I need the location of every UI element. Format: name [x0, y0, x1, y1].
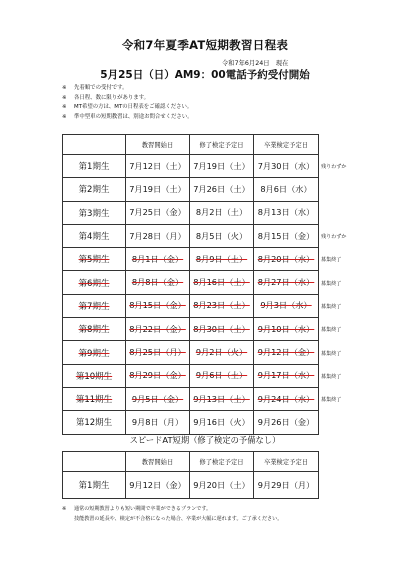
- sotsugyo-date: 9月10日（水）: [254, 318, 319, 341]
- header-start-date: 教習開始日: [126, 135, 190, 155]
- start-date: 7月28日（月）: [126, 224, 190, 247]
- footnote-item: 技能教習の延長や、検定が不合格になった場合、卒業が大幅に遅れます。ご了承ください。: [74, 515, 283, 522]
- header-sotsugyo-date: 卒業検定予定日: [254, 135, 319, 155]
- table-row: [63, 411, 319, 434]
- header-empty: [63, 135, 126, 155]
- sotsugyo-date: 9月29日（月）: [254, 472, 319, 499]
- sotsugyo-date: 8月15日（金）: [254, 224, 319, 247]
- shuryo-date: 7月19日（土）: [190, 155, 254, 178]
- term-label: 第3期生: [63, 201, 126, 224]
- shuryo-date: 9月13日（土）: [190, 387, 254, 410]
- start-date: 8月29日（金）: [126, 364, 190, 387]
- note-item: ※ 先着順での受付です。: [62, 84, 193, 94]
- schedule-table: [62, 134, 319, 435]
- table-row: [63, 271, 319, 294]
- start-date: 7月19日（土）: [126, 178, 190, 201]
- table-row: [63, 155, 319, 178]
- header-sotsugyo-date: 卒業検定予定日: [254, 452, 319, 472]
- shuryo-date: 8月23日（土）: [190, 294, 254, 317]
- shuryo-date: 8月30日（土）: [190, 318, 254, 341]
- sotsugyo-date: 9月17日（水）: [254, 364, 319, 387]
- table-row: [63, 178, 319, 201]
- note-mark: ※: [62, 94, 67, 101]
- term-label: 第8期生: [63, 318, 126, 341]
- term-label: 第10期生: [63, 364, 126, 387]
- row-status-note: 募集終了: [321, 350, 342, 357]
- term-label: 第1期生: [63, 155, 126, 178]
- row-status-note: 募集終了: [321, 373, 342, 380]
- table-row: [63, 224, 319, 247]
- shuryo-date: 8月9日（土）: [190, 248, 254, 271]
- table-row: [63, 318, 319, 341]
- header-shuryo-date: 修了検定予定日: [190, 452, 254, 472]
- footnotes: [62, 505, 282, 524]
- term-label: 第12期生: [63, 411, 126, 434]
- note-item: ※ 準中型車の短期教習は、別途お問合せください。: [62, 113, 193, 123]
- shuryo-date: 9月16日（火）: [190, 411, 254, 434]
- table-row: [63, 364, 319, 387]
- note-mark: ※: [62, 506, 67, 512]
- sotsugyo-date: 9月26日（金）: [254, 411, 319, 434]
- sotsugyo-date: 8月6日（水）: [254, 178, 319, 201]
- start-date: 7月12日（土）: [126, 155, 190, 178]
- speed-section-title: スピードAT短期（修了検定の予備なし）: [129, 435, 281, 445]
- shuryo-date: 8月5日（火）: [190, 224, 254, 247]
- speed-schedule-table: [62, 451, 319, 499]
- table-row: [63, 248, 319, 271]
- sotsugyo-date: 9月12日（金）: [254, 341, 319, 364]
- row-status-note: 募集終了: [321, 327, 342, 334]
- term-label: 第2期生: [63, 178, 126, 201]
- header-start-date: 教習開始日: [126, 452, 190, 472]
- note-mark: ※: [62, 113, 67, 120]
- start-date: 8月8日（金）: [126, 271, 190, 294]
- start-date: 8月1日（金）: [126, 248, 190, 271]
- term-label: 第1期生: [63, 472, 126, 499]
- start-date: 7月25日（金）: [126, 201, 190, 224]
- row-status-note: 残りわずか: [321, 234, 347, 241]
- shuryo-date: 8月2日（土）: [190, 201, 254, 224]
- term-label: 第7期生: [63, 294, 126, 317]
- table-row: [63, 201, 319, 224]
- footnote-item: ※ 通常の短期教習よりも短い期間で卒業ができるプランです。: [62, 505, 282, 515]
- row-status-note: 募集終了: [321, 397, 342, 404]
- sotsugyo-date: 8月13日（水）: [254, 201, 319, 224]
- sotsugyo-date: 7月30日（水）: [254, 155, 319, 178]
- table-row: [63, 341, 319, 364]
- sotsugyo-date: 9月24日（水）: [254, 387, 319, 410]
- start-date: 8月22日（金）: [126, 318, 190, 341]
- term-label: 第4期生: [63, 224, 126, 247]
- note-item: ※ 各日程、数に限りがあります。: [62, 94, 193, 104]
- sotsugyo-date: 9月3日（水）: [254, 294, 319, 317]
- table-header-row: [63, 135, 319, 155]
- row-status-note: 募集終了: [321, 303, 342, 310]
- start-date: 8月25日（月）: [126, 341, 190, 364]
- header-shuryo-date: 修了検定予定日: [190, 135, 254, 155]
- table-header-row: [63, 452, 319, 472]
- shuryo-date: 9月6日（土）: [190, 364, 254, 387]
- term-label: 第11期生: [63, 387, 126, 410]
- start-date: 8月15日（金）: [126, 294, 190, 317]
- start-date: 9月5日（金）: [126, 387, 190, 410]
- table-row: [63, 472, 319, 499]
- term-label: 第6期生: [63, 271, 126, 294]
- sotsugyo-date: 8月27日（水）: [254, 271, 319, 294]
- notes: [62, 84, 193, 122]
- row-status-note: 残りわずか: [321, 164, 347, 171]
- table-row: [63, 387, 319, 410]
- note-mark: ※: [62, 104, 67, 111]
- page-title: 令和7年夏季AT短期教習日程表: [121, 38, 289, 52]
- note-item: ※ MT希望の方は、MTの日程表をご確認ください。: [62, 103, 193, 113]
- reservation-start: 5月25日（日）AM9：00電話予約受付開始: [100, 69, 310, 81]
- note-mark: ※: [62, 85, 67, 91]
- row-status-note: 募集終了: [321, 280, 342, 287]
- start-date: 9月8日（月）: [126, 411, 190, 434]
- shuryo-date: 9月2日（火）: [190, 341, 254, 364]
- row-status-note: 募集終了: [321, 257, 342, 264]
- header-empty: [63, 452, 126, 472]
- as-of-date: 令和7年6月24日 現在: [222, 60, 289, 67]
- term-label: 第5期生: [63, 248, 126, 271]
- start-date: 9月12日（金）: [126, 472, 190, 499]
- shuryo-date: 9月20日（土）: [190, 472, 254, 499]
- term-label: 第9期生: [63, 341, 126, 364]
- shuryo-date: 8月16日（土）: [190, 271, 254, 294]
- table-row: [63, 294, 319, 317]
- sotsugyo-date: 8月20日（水）: [254, 248, 319, 271]
- shuryo-date: 7月26日（土）: [190, 178, 254, 201]
